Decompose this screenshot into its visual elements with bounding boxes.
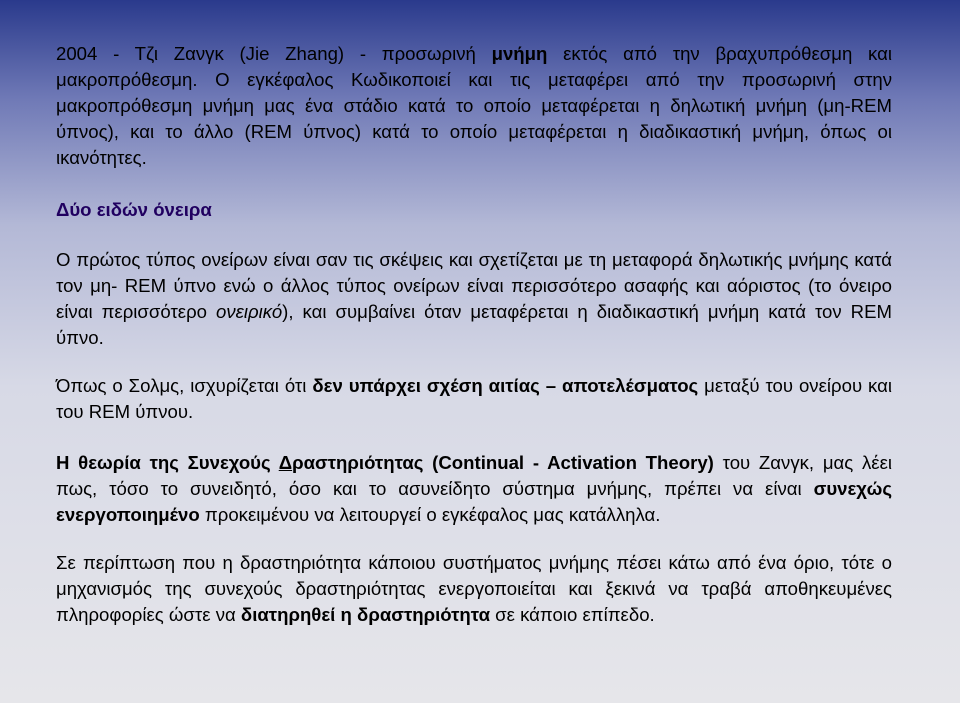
solms-post: μεταξύ του ονείρου και του REM ύπνου. <box>56 375 893 422</box>
solms-dash: – <box>545 375 557 396</box>
theory-bold-underlined: Δ <box>278 452 293 473</box>
theory-post: προκειμένου να λειτουργεί ο εγκέφαλος μας κατάλληλα. <box>199 504 661 525</box>
solms-bold-2: αποτελέσματος <box>556 375 699 396</box>
paragraph-intro <box>56 41 892 171</box>
mechanism-post: σε κάποιο επίπεδο. <box>490 604 655 625</box>
mechanism-bold: διατηρηθεί η δραστηριότητα <box>240 604 491 625</box>
intro-text-pre: 2004 - Τζι Ζανγκ (Jie Zhang) - προσωρινή <box>56 43 492 64</box>
paragraph-solms <box>56 373 892 425</box>
paragraph-dream-types <box>56 247 892 351</box>
paragraph-mechanism <box>56 550 892 628</box>
theory-bold-rest: ραστηριότητας (Continual - Activation Theory) <box>292 452 714 473</box>
theory-bold-1: Η θεωρία της Συνεχούς <box>56 452 279 473</box>
mechanism-pre: Σε περίπτωση που η δραστηριότητα κάποιου συστήματος μνήμης πέσει κάτω από ένα όριο, τότε ο μηχανισμός της συνεχούς δραστηριότητας ενεργοποιείται και ξεκινά να τραβά αποθηκευμένες πληροφορίες ώστε να <box>56 552 892 625</box>
theory-mid: του Ζανγκ, μας λέει πως, τόσο το συνειδητό, όσο και το ασυνείδητο σύστημα μνήμης, πρέπει να είναι <box>56 452 892 499</box>
theory-bold-2: συνεχώς ενεργοποιημένο <box>56 478 892 525</box>
paragraph-theory <box>56 450 892 528</box>
dream-types-pre: Ο πρώτος τύπος ονείρων είναι σαν τις σκέψεις και σχετίζεται με τη μεταφορά δηλωτικής μνήμης κατά τον μη- REM ύπνο ενώ ο άλλος τύπος ονείρων είναι περισσότερο ασαφής και αόριστος (το όνειρο είναι περισσότερο <box>56 249 892 322</box>
dream-types-post: ), και συμβαίνει όταν μεταφέρεται η διαδικαστική μνήμη κατά τον REM ύπνο. <box>56 301 892 348</box>
dream-types-italic: ονειρικό <box>216 301 283 322</box>
solms-pre: Όπως ο Σολμς, ισχυρίζεται ότι <box>56 375 313 396</box>
intro-text-bold: μνήμη <box>491 43 548 64</box>
section-heading: Δύο ειδών όνειρα <box>56 199 212 220</box>
solms-bold-1: δεν υπάρχει σχέση αιτίας <box>312 375 546 396</box>
intro-text-post: εκτός από την βραχυπρόθεσμη και μακροπρόθεσμη. Ο εγκέφαλος Κωδικοποιεί και τις μεταφέρει από την προσωρινή στην μακροπρόθεσμη μνήμη μας ένα στάδιο κατά το οποίο μεταφέρεται η δηλωτική μνήμη (μη-REM ύπνος), και το άλλο (REM ύπνος) κατά το οποίο μεταφέρεται η διαδικαστική μνήμη, όπως οι ικανότητες. <box>56 43 892 168</box>
